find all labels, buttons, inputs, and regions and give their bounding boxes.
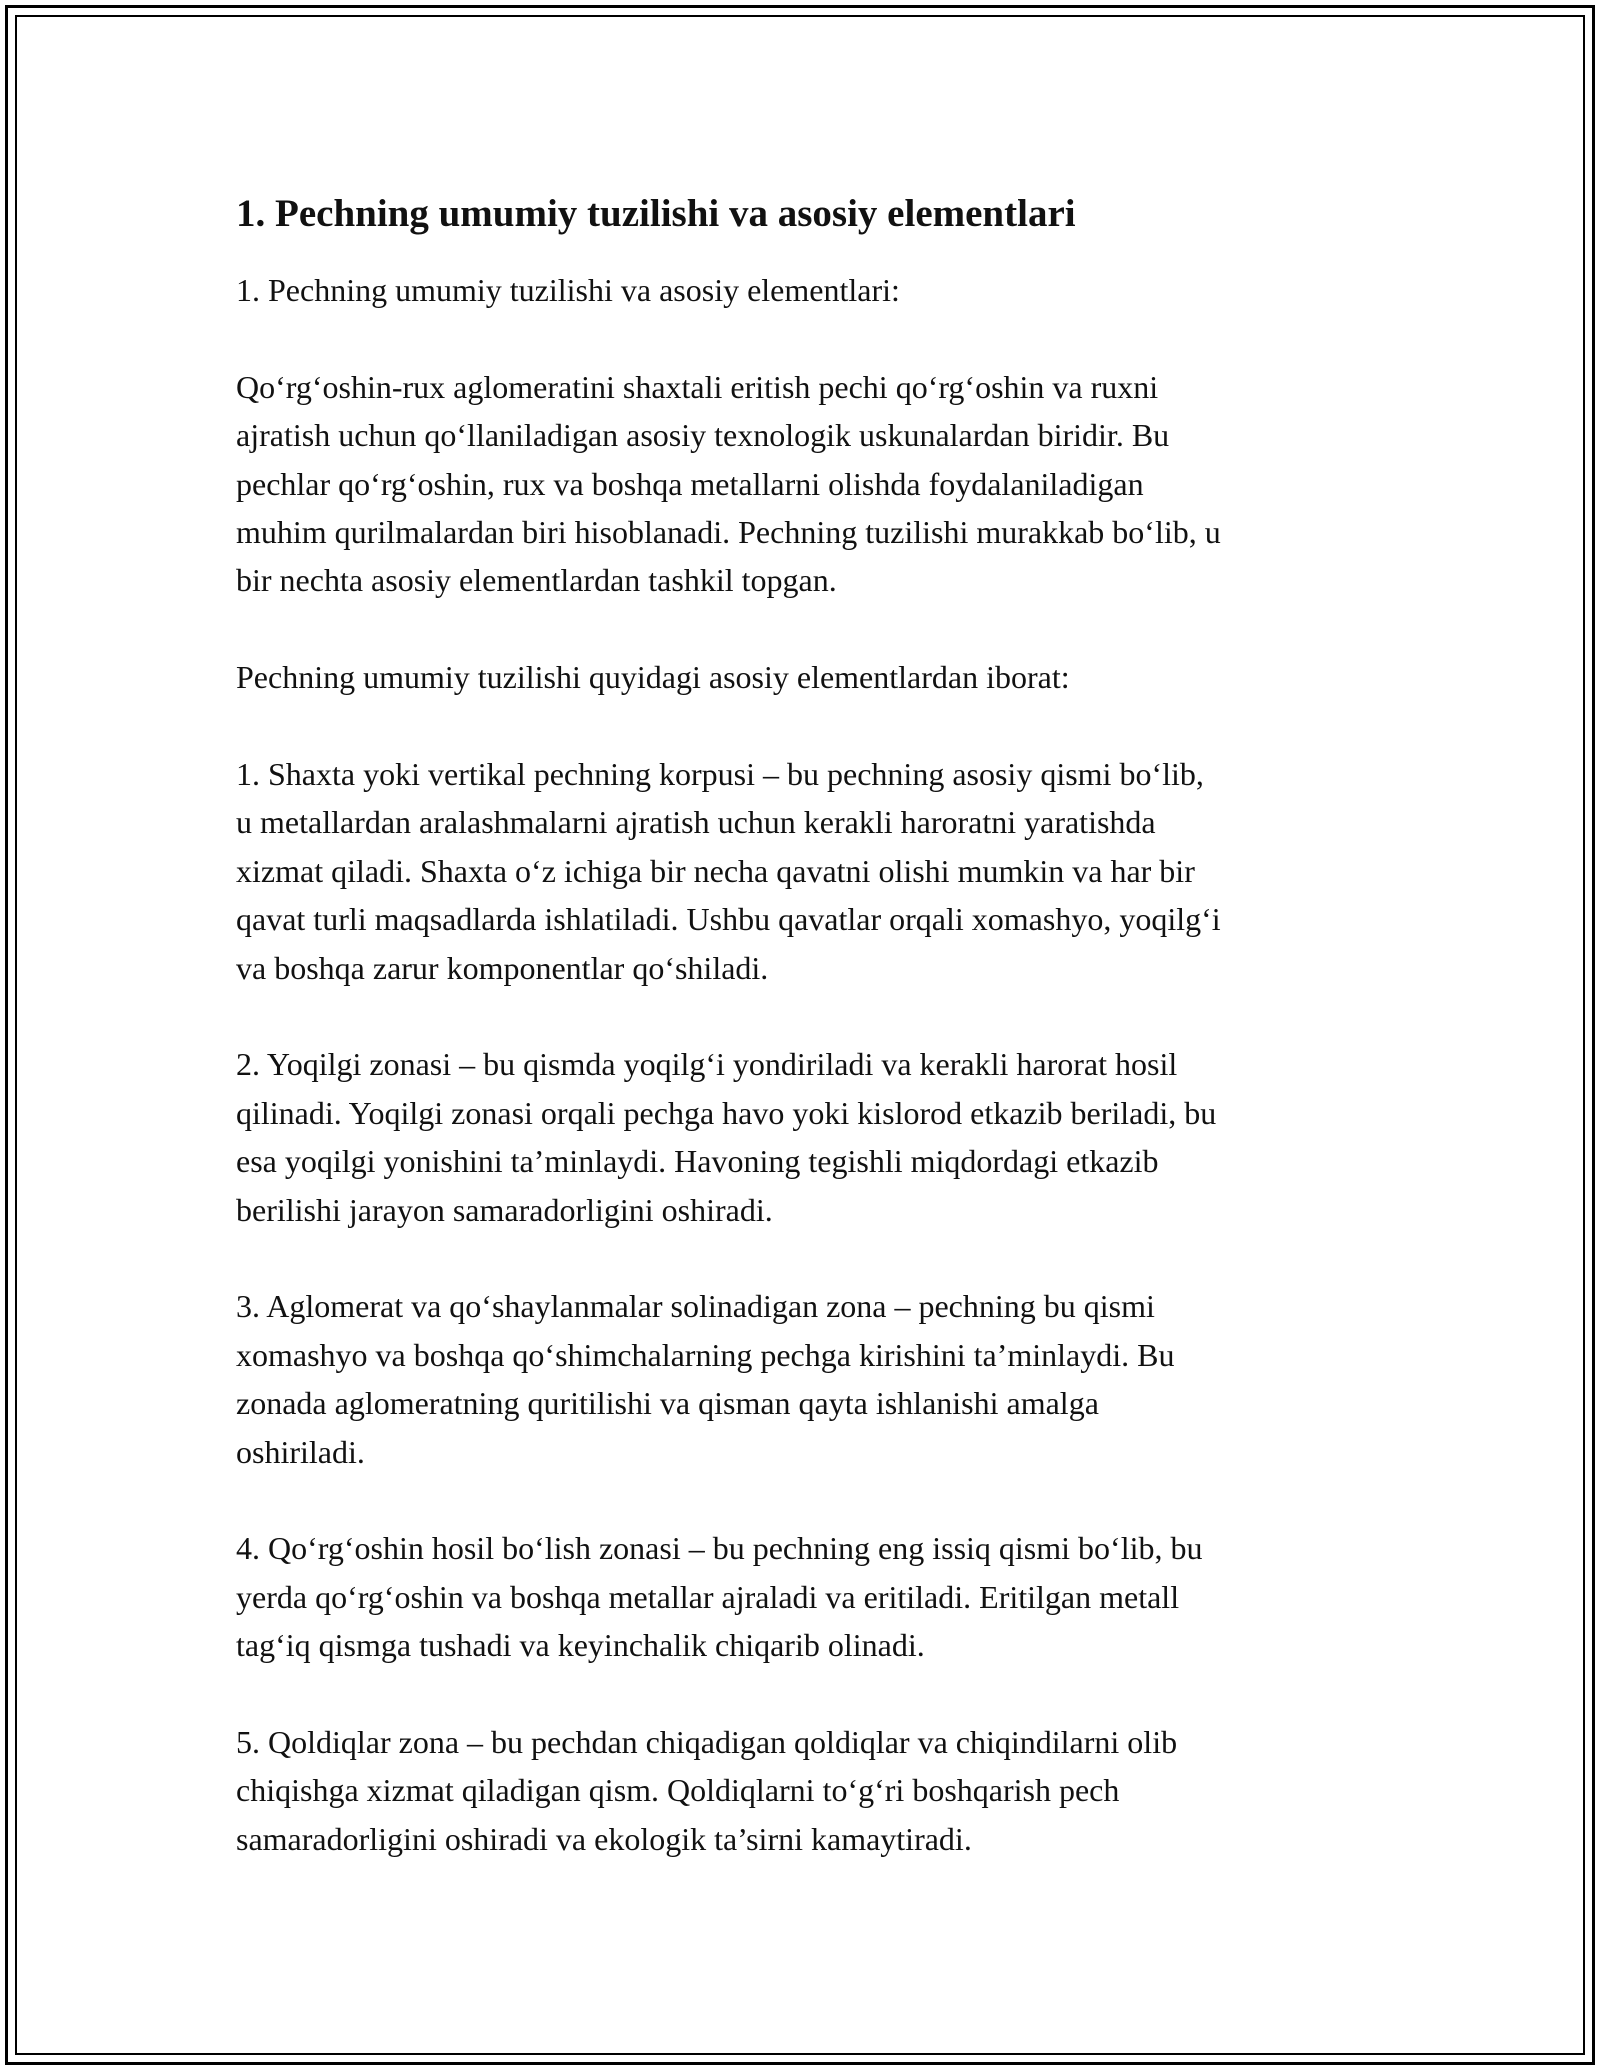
paragraph-overview: Qo‘rg‘oshin-rux aglomeratini shaxtali eritish pechi qo‘rg‘oshin va ruxni ajratish uchun qo‘llaniladigan asosiy texnologik uskunalardan biridir. Bu pechlar qo‘rg‘oshin, rux va boshqa metallarni olishda foydalaniladigan muhim qurilmalardan biri hisoblanadi. Pechning tuzilishi murakkab bo‘lib, u bir nechta asosiy elementlardan tashkil topgan. [236, 368, 1221, 599]
document-body [236, 190, 1376, 1912]
document-title: 1. Pechning umumiy tuzilishi va asosiy elementlari [236, 192, 1076, 235]
list-item-lead-zone: 4. Qo‘rg‘oshin hosil bo‘lish zonasi – bu pechning eng issiq qismi bo‘lib, bu yerda qo‘rg‘oshin va boshqa metallar ajraladi va eritiladi. Eritilgan metall tag‘iq qismga tushadi va keyinchalik chiqarib olinadi. [236, 1530, 1203, 1664]
paragraph-intro-heading: 1. Pechning umumiy tuzilishi va asosiy elementlari: [236, 272, 900, 308]
list-item-residue-zone: 5. Qoldiqlar zona – bu pechdan chiqadigan qoldiqlar va chiqindilarni olib chiqishga xizmat qiladigan qism. Qoldiqlarni to‘g‘ri boshqarish pech samaradorligini oshiradi va ekologik ta’sirni kamaytiradi. [236, 1724, 1178, 1857]
list-item-shaft: 1. Shaxta yoki vertikal pechning korpusi – bu pechning asosiy qismi bo‘lib, u metallardan aralashmalarni ajratish uchun kerakli haroratni yaratishda xizmat qiladi. Shaxta o‘z ichiga bir necha qavatni olishi mumkin va har bir qavat turli maqsadlarda ishlatiladi. Ushbu qavatlar orqali xomashyo, yoqilg‘i va boshqa zarur komponentlar qo‘shiladi. [236, 756, 1221, 986]
paragraph-elements-intro: Pechning umumiy tuzilishi quyidagi asosiy elementlardan iborat: [236, 659, 1070, 696]
list-item-fuel-zone: 2. Yoqilgi zonasi – bu qismda yoqilg‘i yondiriladi va kerakli harorat hosil qilinadi. Yoqilgi zonasi orqali pechga havo yoki kislorod etkazib beriladi, bu esa yoqilgi yonishini ta’minlaydi. Havoning tegishli miqdordagi etkazib berilishi jarayon samaradorligini oshiradi. [236, 1046, 1217, 1228]
list-item-charge-zone: 3. Aglomerat va qo‘shaylanmalar solinadigan zona – pechning bu qismi xomashyo va boshqa qo‘shimchalarning pechga kirishini ta’minlaydi. Bu zonada aglomeratning quritilishi va qisman qayta ishlanishi amalga oshiriladi. [236, 1288, 1175, 1470]
